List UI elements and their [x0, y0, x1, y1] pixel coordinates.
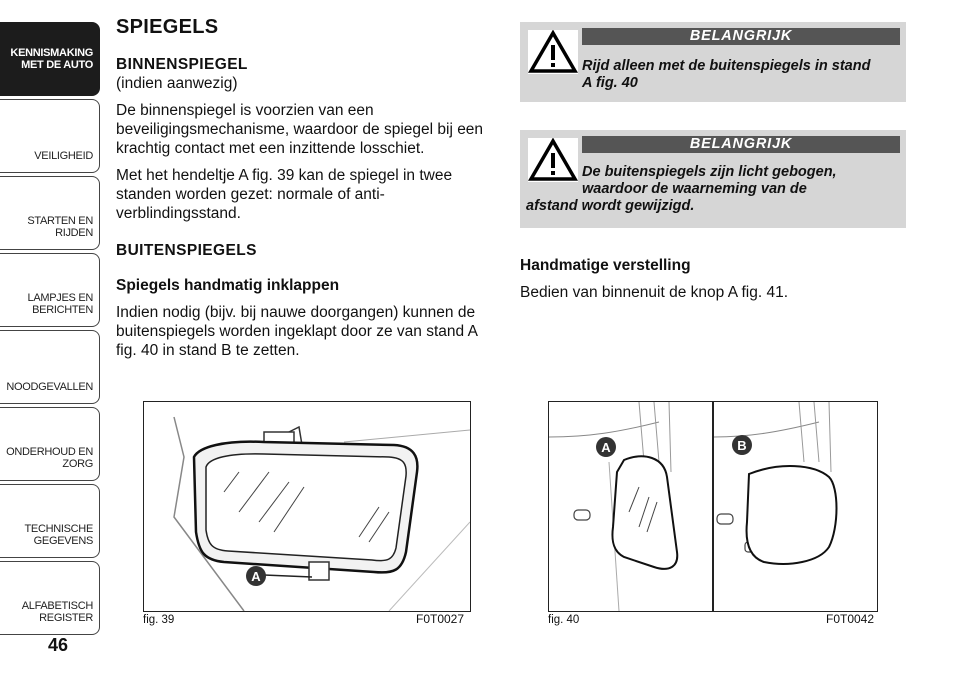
tab-technische-gegevens[interactable] [0, 484, 100, 558]
tab-onderhoud-en-zorg[interactable] [0, 407, 100, 481]
warning-triangle-icon [528, 30, 578, 74]
tab-alfabetisch-register[interactable] [0, 561, 100, 635]
tab-kennismaking[interactable] [0, 22, 100, 96]
figure-40-image [548, 401, 878, 612]
tab-label-line2: GEGEVENS [33, 535, 93, 547]
page-title: SPIEGELS [116, 16, 219, 38]
tab-label-line1: TECHNISCHE [24, 523, 93, 535]
tab-label-line1: ONDERHOUD EN [6, 446, 93, 458]
warning-text-line1: De buitenspiegels zijn licht gebogen, [582, 164, 837, 180]
figure-40-caption: fig. 40 [548, 614, 580, 626]
left-column [116, 18, 496, 368]
paragraph-binnenspiegel: De binnenspiegel is voorzien van een beveiligingsmechanisme, waardoor de spiegel bij een krachtig contact met een inzittende losschiet. [116, 102, 484, 157]
tab-label-line1: KENNISMAKING [10, 47, 93, 59]
tab-label-line2: BERICHTEN [32, 304, 93, 316]
heading-binnenspiegel: BINNENSPIEGEL [116, 56, 248, 73]
paragraph-verstelling: Bedien van binnenuit de knop A fig. 41. [520, 284, 789, 301]
tab-label-line1: LAMPJES EN [27, 292, 93, 304]
tab-veiligheid[interactable] [0, 99, 100, 173]
tab-starten-en-rijden[interactable] [0, 176, 100, 250]
tab-label-line1: VEILIGHEID [34, 150, 93, 162]
label-a: A [251, 569, 261, 584]
warning-text-line2: waardoor de waarneming van de [582, 181, 807, 197]
right-column [520, 22, 906, 310]
warning-triangle-icon [528, 138, 578, 182]
label-a: A [601, 440, 611, 455]
tab-label-line1: ALFABETISCH [21, 600, 93, 612]
heading-buitenspiegels: BUITENSPIEGELS [116, 242, 257, 259]
page-number: 46 [48, 635, 69, 655]
warning-text-line3: afstand wordt gewijzigd. [526, 198, 695, 214]
tab-label-line2: REGISTER [39, 612, 93, 624]
warning-box-2 [520, 130, 906, 228]
paragraph-hendeltje: Met het hendeltje A fig. 39 kan de spiegel in twee standen worden gezet: normale of anti-verblindingsstand. [116, 167, 453, 222]
figure-39-code: F0T0027 [416, 612, 465, 626]
tab-noodgevallen[interactable] [0, 330, 100, 404]
tab-label-line1: NOODGEVALLEN [6, 381, 93, 393]
tab-lampjes-en-berichten[interactable] [0, 253, 100, 327]
heading-handmatige-verstelling: Handmatige verstelling [520, 257, 691, 274]
heading-note: (indien aanwezig) [116, 75, 238, 92]
figure-39-caption: fig. 39 [143, 614, 175, 626]
warning-box-1 [520, 22, 906, 102]
warning-title: BELANGRIJK [582, 136, 900, 153]
figure-40-code: F0T0042 [826, 612, 875, 626]
warning-text: Rijd alleen met de buitenspiegels in stand A fig. 40 [582, 58, 871, 91]
tab-label-line2: MET DE AUTO [21, 59, 93, 71]
label-b: B [737, 438, 747, 453]
figure-39-image [143, 401, 471, 612]
tab-label-line2: ZORG [62, 458, 93, 470]
tab-label-line1: STARTEN EN RIJDEN [27, 215, 93, 239]
heading-inklappen: Spiegels handmatig inklappen [116, 277, 340, 294]
warning-title: BELANGRIJK [582, 28, 900, 45]
paragraph-inklappen: Indien nodig (bijv. bij nauwe doorgangen) kunnen de buitenspiegels worden ingeklapt door ze van stand A fig. 40 in stand B te zetten. [116, 304, 478, 359]
